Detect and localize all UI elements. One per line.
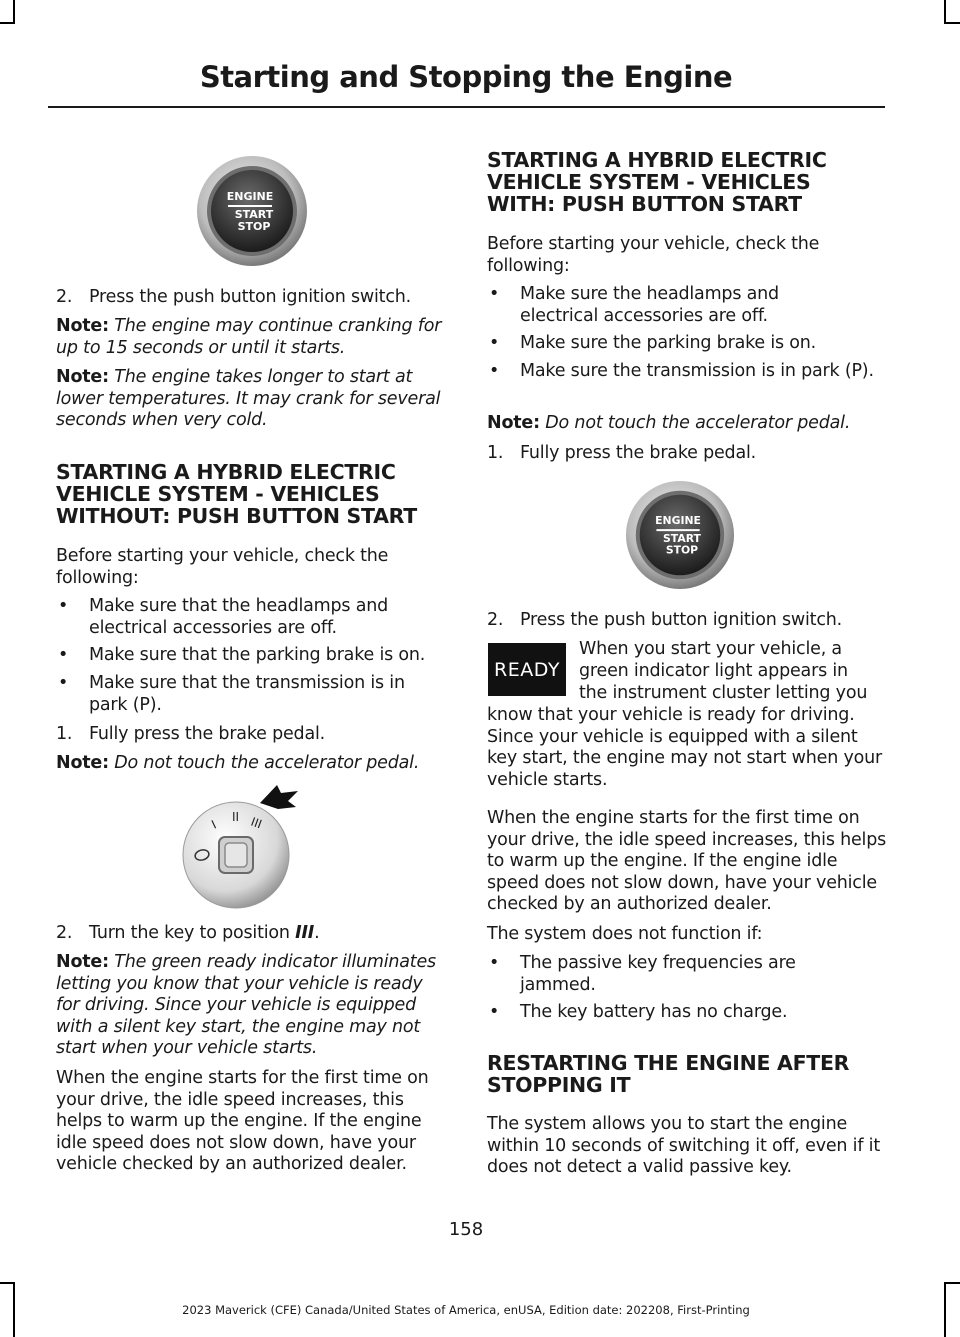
- header-divider: [48, 106, 885, 108]
- step-press-button: 2. Press the push button ignition switch.: [56, 287, 411, 307]
- page-number: 158: [448, 1219, 484, 1240]
- crop-mark-top-right-v: [944, 0, 946, 24]
- engine-label: ENGINE: [226, 190, 274, 203]
- section-heading-with-push-button: STARTING A HYBRID ELECTRIC VEHICLE SYSTEM - VEHICLES WITH: PUSH BUTTON START: [487, 148, 827, 216]
- list-item: • Make sure that the parking brake is on.: [58, 645, 426, 665]
- step-press-button: 2. Press the push button ignition switch.: [487, 610, 842, 630]
- para-idle-speed: When the engine starts for the first time on your drive, the idle speed increases, this helps to warm up the engine. If the engine idle speed does not slow down, have your vehicle checked by an authorized dealer.: [56, 1068, 429, 1174]
- para-restart: The system allows you to start the engine within 10 seconds of switching it off, even if it does not detect a valid passive key.: [487, 1114, 880, 1177]
- ignition-key-icon: [180, 785, 312, 910]
- section-heading-restarting: RESTARTING THE ENGINE AFTER STOPPING IT: [487, 1051, 850, 1097]
- ready-line-1: When you start your vehicle, a: [579, 639, 842, 659]
- ready-line-3: the instrument cluster letting you: [579, 683, 868, 703]
- crop-mark-bottom-right-v: [944, 1282, 946, 1337]
- section-heading-without-push-button: STARTING A HYBRID ELECTRIC VEHICLE SYSTEM - VEHICLES WITHOUT: PUSH BUTTON START: [56, 460, 417, 528]
- list-item: • The passive key frequencies are jammed.: [489, 953, 796, 995]
- step-turn-key: 2. Turn the key to position III.: [56, 923, 320, 943]
- list-item: • Make sure that the headlamps and electrical accessories are off.: [58, 596, 389, 638]
- crop-mark-bottom-right-h: [944, 1282, 960, 1284]
- engine-start-stop-icon: [196, 155, 308, 267]
- stop-label: STOP: [237, 220, 271, 233]
- list-item: • Make sure the parking brake is on.: [489, 333, 817, 353]
- footer-text: 2023 Maverick (CFE) Canada/United States of America, enUSA, Edition date: 202208, First-Printing: [182, 1303, 750, 1317]
- engine-start-stop-icon: [625, 480, 735, 590]
- list-item: • Make sure the transmission is in park (P).: [489, 361, 874, 381]
- page-title: Starting and Stopping the Engine: [199, 60, 733, 94]
- intro-check: Before starting your vehicle, check the following:: [487, 234, 820, 276]
- note-temperature: Note: The engine takes longer to start at lower temperatures. It may crank for several seconds when very cold.: [56, 367, 441, 430]
- step-brake-pedal: 1. Fully press the brake pedal.: [56, 724, 326, 744]
- crop-mark-top-left-v: [13, 0, 15, 24]
- note-accelerator: Note: Do not touch the accelerator pedal.: [56, 753, 420, 773]
- stop-label: STOP: [665, 543, 699, 557]
- note-ready-indicator: Note: The green ready indicator illuminates letting you know that your vehicle is ready for driving. Since your vehicle is equipped with a silent key start, the engine may not start when your vehicle starts.: [56, 952, 436, 1058]
- list-item: • Make sure that the transmission is in park (P).: [58, 673, 405, 715]
- position-one: I: [209, 817, 219, 832]
- ready-line-2: green indicator light appears in: [579, 661, 848, 681]
- start-label: START: [663, 531, 701, 545]
- not-function-intro: The system does not function if:: [487, 924, 763, 944]
- ready-paragraph: know that your vehicle is ready for driving. Since your vehicle is equipped with a silent key start, the engine may not start when your vehicle starts.: [487, 705, 883, 790]
- step-brake-pedal: 1. Fully press the brake pedal.: [487, 443, 757, 463]
- list-item: • Make sure the headlamps and electrical accessories are off.: [489, 284, 779, 326]
- position-two: II: [232, 810, 240, 824]
- ready-indicator-icon: READY: [488, 643, 566, 696]
- engine-label: ENGINE: [655, 514, 701, 528]
- crop-mark-top-right-h: [944, 22, 960, 24]
- crop-mark-bottom-left-h: [0, 1282, 15, 1284]
- note-accelerator: Note: Do not touch the accelerator pedal.: [487, 413, 851, 433]
- intro-check: Before starting your vehicle, check the following:: [56, 546, 389, 588]
- para-idle-speed: When the engine starts for the first time on your drive, the idle speed increases, this helps to warm up the engine. If the engine idle speed does not slow down, have your vehicle checked by an authorized dealer.: [487, 808, 887, 914]
- position-three: III: [248, 814, 264, 832]
- start-label: START: [234, 208, 274, 221]
- list-item: • The key battery has no charge.: [489, 1002, 788, 1022]
- crop-mark-top-left-h: [0, 22, 15, 24]
- note-cranking: Note: The engine may continue cranking for up to 15 seconds or until it starts.: [56, 316, 442, 358]
